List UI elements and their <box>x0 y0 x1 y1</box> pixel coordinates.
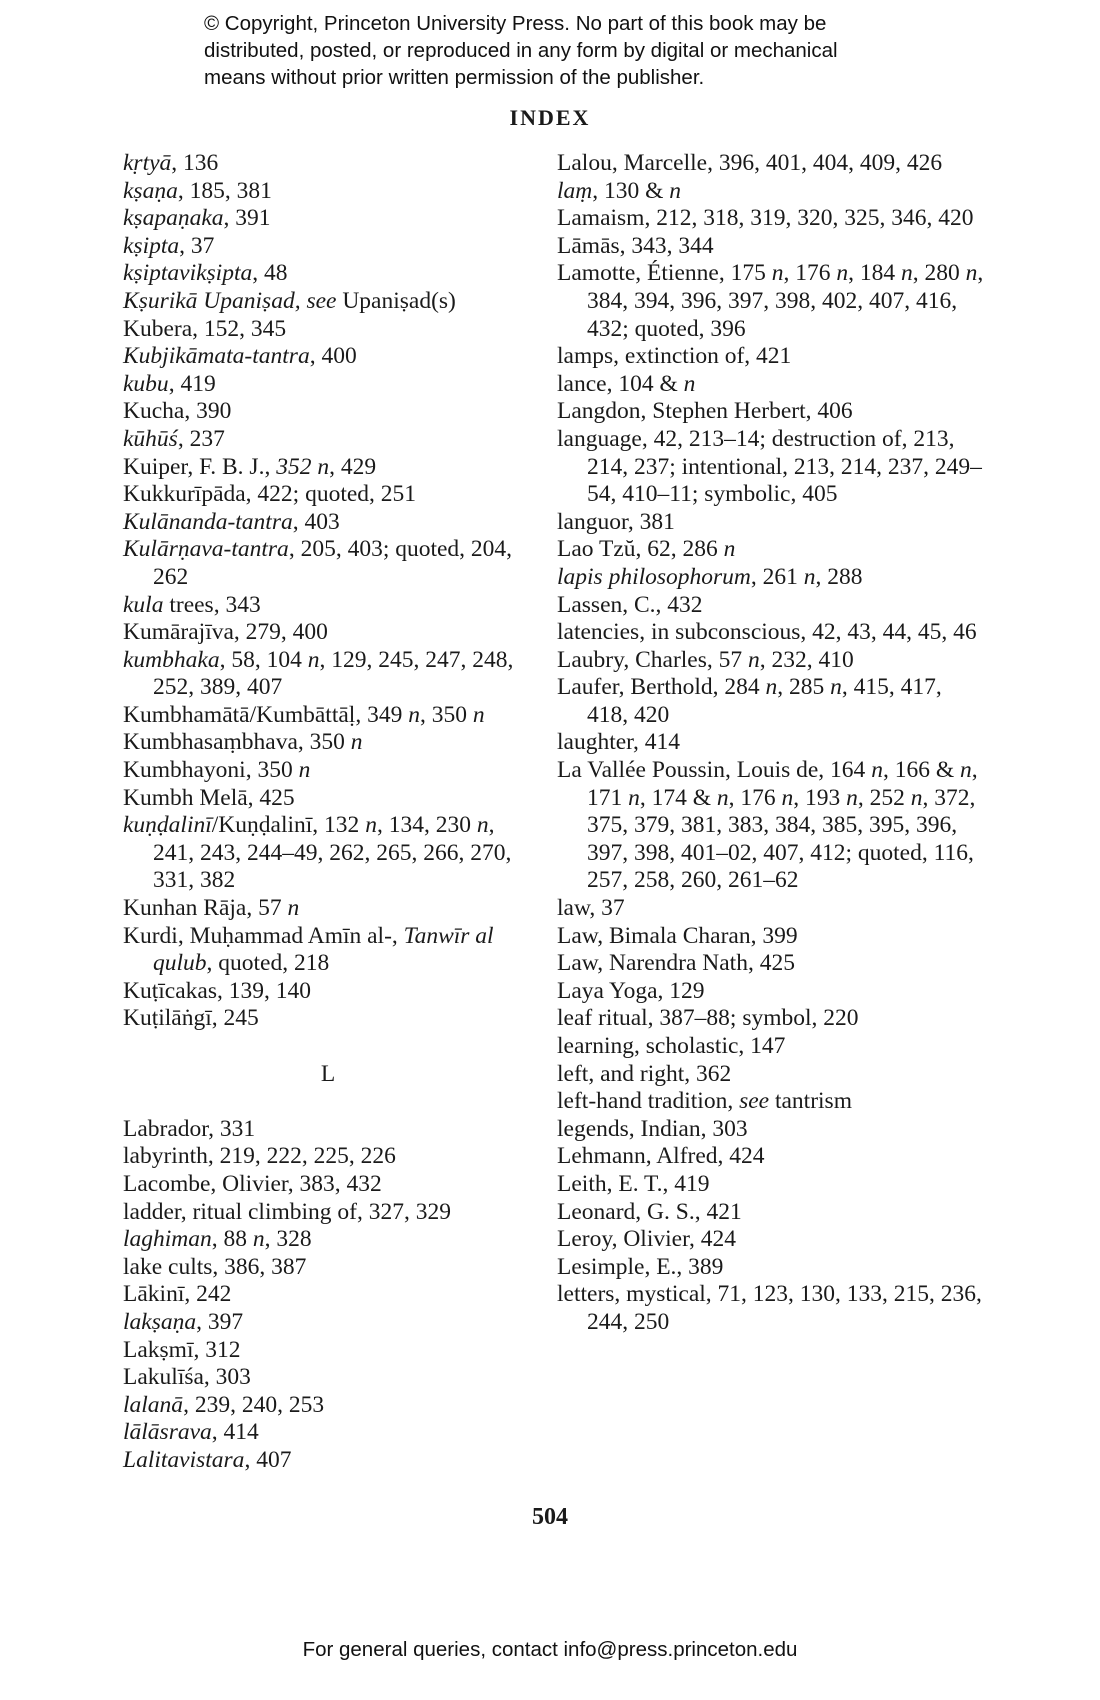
index-entry <box>557 426 987 509</box>
index-entry-text: Lacombe, Olivier, 383, 432 <box>123 1170 382 1197</box>
index-entry <box>123 1281 533 1309</box>
copyright-notice <box>204 10 924 91</box>
index-entry-text: Lehmann, Alfred, 424 <box>557 1143 765 1170</box>
index-entry <box>123 426 533 454</box>
index-entry-text: , 232, 410 <box>759 646 854 673</box>
index-entry-text: Lakulīśa, 303 <box>123 1364 251 1391</box>
index-entry <box>557 343 987 371</box>
index-entry <box>123 316 533 344</box>
index-entry-text: Lamaism, 212, 318, 319, 320, 325, 346, 420 <box>557 205 974 232</box>
index-entry-text: , 252 <box>857 784 911 811</box>
index-entry-text: Kulānanda-tantra <box>123 508 293 535</box>
index-entry-text: n <box>307 646 320 673</box>
index-entry-text: n <box>965 260 978 287</box>
index-entry <box>123 150 533 178</box>
index-entry <box>123 647 533 702</box>
index-entry-text: kuṇḍalinī <box>123 812 212 839</box>
index-entry <box>557 1254 987 1282</box>
index-entry-text: letters, mystical, 71, 123, 130, 133, 215, 236, 244, 250 <box>557 1281 982 1335</box>
index-entry-text: 352 n <box>276 453 330 480</box>
index-entry-text: Lassen, C., 432 <box>557 591 703 618</box>
index-entry-text: , 397 <box>196 1308 244 1335</box>
index-entry-text: lance, 104 & <box>557 370 684 397</box>
index-entry <box>123 1005 533 1033</box>
index-entry-text: n <box>252 1226 265 1253</box>
index-entry-text: , 372, 375, 379, 381, 383, 384, 385, 395, 396, 397, 398, 401–02, 407, 412; quoted, 116, 257, 258, 260, 261–62 <box>587 784 976 894</box>
index-entry <box>123 1392 533 1420</box>
index-entry-text: Laubry, Charles, 57 <box>557 646 748 673</box>
index-entry-text: , 134, 230 <box>376 812 477 839</box>
index-entry-text: labyrinth, 219, 222, 225, 226 <box>123 1143 396 1170</box>
index-entry-text: Leonard, G. S., 421 <box>557 1198 742 1225</box>
index-entry <box>123 1143 533 1171</box>
index-entry-text: n <box>723 536 736 563</box>
index-entry-text: kṣaṇa <box>123 177 178 204</box>
index-entry-text: , 136 <box>171 150 219 176</box>
index-entry <box>557 1033 987 1061</box>
index-entry-text: , 280 <box>912 260 966 287</box>
index-entry <box>557 1226 987 1254</box>
section-letter: L <box>320 1060 336 1087</box>
index-entry <box>123 619 533 647</box>
index-entry-text: n <box>959 757 972 784</box>
index-entry-text: Leroy, Olivier, 424 <box>557 1226 736 1253</box>
index-entry-text: , 88 <box>211 1226 253 1253</box>
index-entry-list <box>123 1116 533 1475</box>
index-entry-text: n <box>287 895 300 922</box>
index-entry-text: Kumbhamātā/Kumbāttāḷ, 349 <box>123 701 409 728</box>
index-entry-text: n <box>350 729 363 756</box>
index-entry-text: Kumārajīva, 279, 400 <box>123 619 328 646</box>
index-entry-text: Law, Narendra Nath, 425 <box>557 950 795 977</box>
index-entry-text: tantrism <box>769 1088 852 1115</box>
copyright-notice-line: © Copyright, Princeton University Press. No part of this book may be <box>204 12 827 35</box>
index-entry-text: kūhūś <box>123 425 178 452</box>
index-entry-text: Kṣurikā Upaniṣad, see <box>123 287 337 314</box>
index-entry <box>123 1447 533 1475</box>
index-entry-text: Leith, E. T., 419 <box>557 1170 710 1197</box>
index-entry-text: , 384, 394, 396, 397, 398, 402, 407, 416, 432; quoted, 396 <box>587 260 984 342</box>
index-entry-text: , 350 <box>419 701 473 728</box>
index-entry <box>557 619 987 647</box>
index-entry <box>557 1061 987 1089</box>
index-entry-text: kṛtyā <box>123 150 172 176</box>
index-entry-text: n <box>683 370 696 397</box>
index-entry <box>123 1337 533 1365</box>
index-entry-text: , 48 <box>252 260 288 287</box>
index-entry <box>557 923 987 951</box>
index-entry-text: n <box>781 784 794 811</box>
index-entry-text: Kuṭīcakas, 139, 140 <box>123 977 311 1004</box>
index-entry-text: , 407 <box>244 1446 292 1473</box>
index-entry-text: left-hand tradition, <box>557 1088 740 1115</box>
index-entry-text: n <box>472 701 485 728</box>
index-entry <box>557 1005 987 1033</box>
copyright-notice-line: means without prior written permission of the publisher. <box>204 66 705 89</box>
index-entry-text: legends, Indian, 303 <box>557 1115 748 1142</box>
index-entry-text: ladder, ritual climbing of, 327, 329 <box>123 1198 451 1225</box>
index-entry-text: n <box>408 701 420 728</box>
index-entry-text: Kuṭilāṅgī, 245 <box>123 1005 259 1032</box>
index-entry <box>123 1199 533 1227</box>
page-number: 504 <box>532 1504 568 1530</box>
index-entry-text: see <box>739 1088 770 1115</box>
index-entry-text: Kumbhayoni, 350 <box>123 757 299 784</box>
index-entry <box>557 536 987 564</box>
index-entry-text: n <box>910 784 923 811</box>
index-entry <box>557 1143 987 1171</box>
index-entry-text: , 166 & <box>882 757 960 784</box>
index-entry-text: n <box>836 260 849 287</box>
index-entry <box>557 729 987 757</box>
index-column-right <box>557 150 987 1337</box>
index-entry-text: kubu <box>123 370 169 397</box>
index-entry-text: , quoted, 218 <box>206 950 330 977</box>
index-entry <box>123 812 533 895</box>
index-entry-text: Lao Tzŭ, 62, 286 <box>557 536 724 563</box>
footer-contact: For general queries, contact info@press.princeton.edu <box>302 1638 798 1661</box>
index-entry-text: language, 42, 213–14; destruction of, 213, 214, 237; intentional, 213, 214, 237, 249–54, 410–11; symbolic, 405 <box>557 425 982 508</box>
index-entry-text: , 391 <box>223 205 271 232</box>
index-entry-text: n <box>748 646 760 673</box>
index-entry-text: trees, 343 <box>163 591 261 618</box>
index-entry-text: , 176 <box>783 260 837 287</box>
index-entry <box>557 260 987 343</box>
index-entry-text: n <box>716 784 729 811</box>
index-entry-text: n <box>900 260 913 287</box>
index-entry-text: , 261 <box>750 563 804 590</box>
index-entry-text: , 171 <box>587 757 978 811</box>
index-entry-text: Lakṣmī, 312 <box>123 1336 241 1363</box>
index-entry <box>557 205 987 233</box>
index-entry <box>557 178 987 206</box>
index-entry-text: n <box>298 757 311 784</box>
index-entry-text: Langdon, Stephen Herbert, 406 <box>557 398 853 425</box>
index-entry-text: Law, Bimala Charan, 399 <box>557 922 798 949</box>
index-entry-text: Upaniṣad(s) <box>336 287 456 314</box>
index-entry <box>557 371 987 399</box>
index-entry-text: Lākinī, 242 <box>123 1281 232 1308</box>
index-entry-list <box>123 150 533 1033</box>
index-entry-text: Tanwīr al qulub <box>153 922 494 977</box>
index-entry-text: , 184 <box>848 260 901 287</box>
index-entry-text: learning, scholastic, 147 <box>557 1033 786 1059</box>
index-entry <box>123 536 533 591</box>
index-entry-text: Kucha, 390 <box>123 398 232 425</box>
index-entry-text: , 288 <box>815 563 863 590</box>
index-entry-text: , 193 <box>793 784 847 811</box>
index-entry-text: n <box>765 674 778 701</box>
index-entry <box>123 481 533 509</box>
index-entry <box>557 564 987 592</box>
index-entry-text: laṃ <box>557 177 593 204</box>
index-entry <box>557 1171 987 1199</box>
index-entry-text: , 403 <box>292 508 340 535</box>
index-entry <box>123 1364 533 1392</box>
index-entry-text: , 176 <box>728 784 782 811</box>
index-entry-text: , 241, 243, 244–49, 262, 265, 266, 270, 331, 382 <box>153 812 512 894</box>
index-entry <box>557 150 987 178</box>
index-entry <box>123 757 533 785</box>
index-entry <box>123 1309 533 1337</box>
index-entry <box>557 895 987 923</box>
index-entry-text: lake cults, 386, 387 <box>123 1253 307 1280</box>
index-entry <box>123 592 533 620</box>
index-entry-text: leaf ritual, 387–88; symbol, 220 <box>557 1005 859 1032</box>
index-entry-text: , 58, 104 <box>219 646 308 673</box>
index-entry-text: Kurdi, Muḥammad Amīn al-, <box>123 922 404 949</box>
index-entry-text: lalanā <box>123 1391 184 1418</box>
index-entry <box>123 288 533 316</box>
index-entry <box>123 205 533 233</box>
index-entry-text: Laya Yoga, 129 <box>557 977 705 1004</box>
index-entry-text: Laufer, Berthold, 284 <box>557 674 766 701</box>
index-entry <box>123 1419 533 1447</box>
index-entry-text: left, and right, 362 <box>557 1060 732 1087</box>
index-entry-text: Lāmās, 343, 344 <box>557 232 714 259</box>
index-entry-text: kumbhaka <box>123 646 220 673</box>
index-entry-text: n <box>628 784 640 811</box>
index-column-left <box>123 150 533 1475</box>
index-entry-text: Labrador, 331 <box>123 1115 256 1142</box>
index-entry-text: , 37 <box>179 232 215 259</box>
index-entry-text: , 328 <box>264 1226 312 1253</box>
index-entry-text: , 414 <box>211 1419 259 1446</box>
index-entry <box>123 260 533 288</box>
index-entry-text: , 129, 245, 247, 248, 252, 389, 407 <box>153 646 514 701</box>
index-entry-text: laghiman <box>123 1226 212 1253</box>
index-entry <box>123 371 533 399</box>
index-entry-text: , 130 & <box>592 177 670 204</box>
index-entry <box>557 950 987 978</box>
index-entry-text: n <box>803 563 816 590</box>
index-entry <box>123 895 533 923</box>
index-entry-text: , 285 <box>777 674 831 701</box>
index-entry <box>123 702 533 730</box>
index-entry-text: Kubjikāmata-tantra <box>123 343 310 370</box>
index-entry-text: n <box>830 674 842 701</box>
index-entry <box>123 1254 533 1282</box>
index-entry-text: Kukkurīpāda, 422; quoted, 251 <box>123 481 417 508</box>
index-entry-text: , 419 <box>168 370 216 397</box>
index-entry-text: , 205, 403; quoted, 204, 262 <box>153 536 513 590</box>
index-entry <box>557 978 987 1006</box>
index-entry <box>557 757 987 895</box>
index-entry <box>557 509 987 537</box>
index-entry-text: Lamotte, Étienne, 175 <box>557 260 772 287</box>
index-entry-text: Lalitavistara <box>123 1446 245 1473</box>
index-entry-list <box>557 150 987 1337</box>
index-entry-text: n <box>669 177 682 204</box>
index-entry <box>123 1226 533 1254</box>
index-entry-text: , 185, 381 <box>177 177 272 204</box>
copyright-notice-line: distributed, posted, or reproduced in any form by digital or mechanical <box>204 39 838 62</box>
index-entry-text: n <box>476 812 489 839</box>
index-entry-text: kṣiptavikṣipta <box>123 260 253 287</box>
index-entry-text: languor, 381 <box>557 508 675 535</box>
index-entry-text: , 415, 417, 418, 420 <box>587 674 942 728</box>
index-entry-text: Lesimple, E., 389 <box>557 1253 724 1280</box>
index-entry-text: kṣipta <box>123 232 180 259</box>
index-entry <box>123 1171 533 1199</box>
index-entry-text: , 429 <box>329 453 377 480</box>
index-entry-text: law, 37 <box>557 895 625 922</box>
index-entry <box>123 1116 533 1144</box>
index-entry-text: lamps, extinction of, 421 <box>557 343 792 370</box>
index-entry <box>123 454 533 482</box>
index-entry-text: lakṣaṇa <box>123 1308 197 1335</box>
index-entry <box>557 1088 987 1116</box>
index-entry-text: kula <box>123 591 164 618</box>
index-entry-text: n <box>846 784 858 811</box>
index-entry-text: n <box>871 757 883 784</box>
index-entry-text: lālāsrava <box>123 1419 212 1446</box>
index-entry <box>123 923 533 978</box>
index-entry <box>123 509 533 537</box>
index-entry <box>123 785 533 813</box>
index-entry <box>557 398 987 426</box>
page-title: INDEX <box>509 105 591 130</box>
index-entry <box>557 592 987 620</box>
index-entry <box>557 1199 987 1227</box>
index-entry-text: n <box>365 812 377 839</box>
index-entry <box>123 178 533 206</box>
index-entry-text: Kuiper, F. B. J., <box>123 453 277 480</box>
index-entry <box>557 233 987 261</box>
index-entry <box>123 233 533 261</box>
index-entry <box>557 1281 987 1336</box>
index-entry <box>123 729 533 757</box>
index-entry-text: Kubera, 152, 345 <box>123 315 287 342</box>
index-entry-text: , 400 <box>309 343 357 370</box>
index-entry-text: Kunhan Rāja, 57 <box>123 895 288 922</box>
index-entry <box>123 978 533 1006</box>
index-entry <box>557 674 987 729</box>
index-entry-text: , 239, 240, 253 <box>183 1391 325 1418</box>
index-entry-text: Kumbhasaṃbhava, 350 <box>123 729 351 756</box>
index-entry-text: Kumbh Melā, 425 <box>123 784 295 811</box>
index-entry-text: lapis philosophorum <box>557 563 751 590</box>
index-entry-text: Kulārṇava-tantra <box>123 536 289 563</box>
index-entry-text: /Kuṇḍalinī, 132 <box>211 812 366 839</box>
index-entry-text: laughter, 414 <box>557 729 681 756</box>
index-entry-text: latencies, in subconscious, 42, 43, 44, 45, 46 <box>557 619 977 646</box>
index-entry <box>123 343 533 371</box>
index-entry-text: Lalou, Marcelle, 396, 401, 404, 409, 426 <box>557 150 943 176</box>
index-entry-text: kṣapaṇaka <box>123 205 224 232</box>
index-entry <box>123 398 533 426</box>
index-entry-text: n <box>771 260 784 287</box>
index-entry-text: La Vallée Poussin, Louis de, 164 <box>557 757 872 784</box>
index-entry <box>557 647 987 675</box>
index-entry <box>557 1116 987 1144</box>
index-entry-text: , 237 <box>177 425 225 452</box>
index-entry-text: , 174 & <box>639 784 717 811</box>
